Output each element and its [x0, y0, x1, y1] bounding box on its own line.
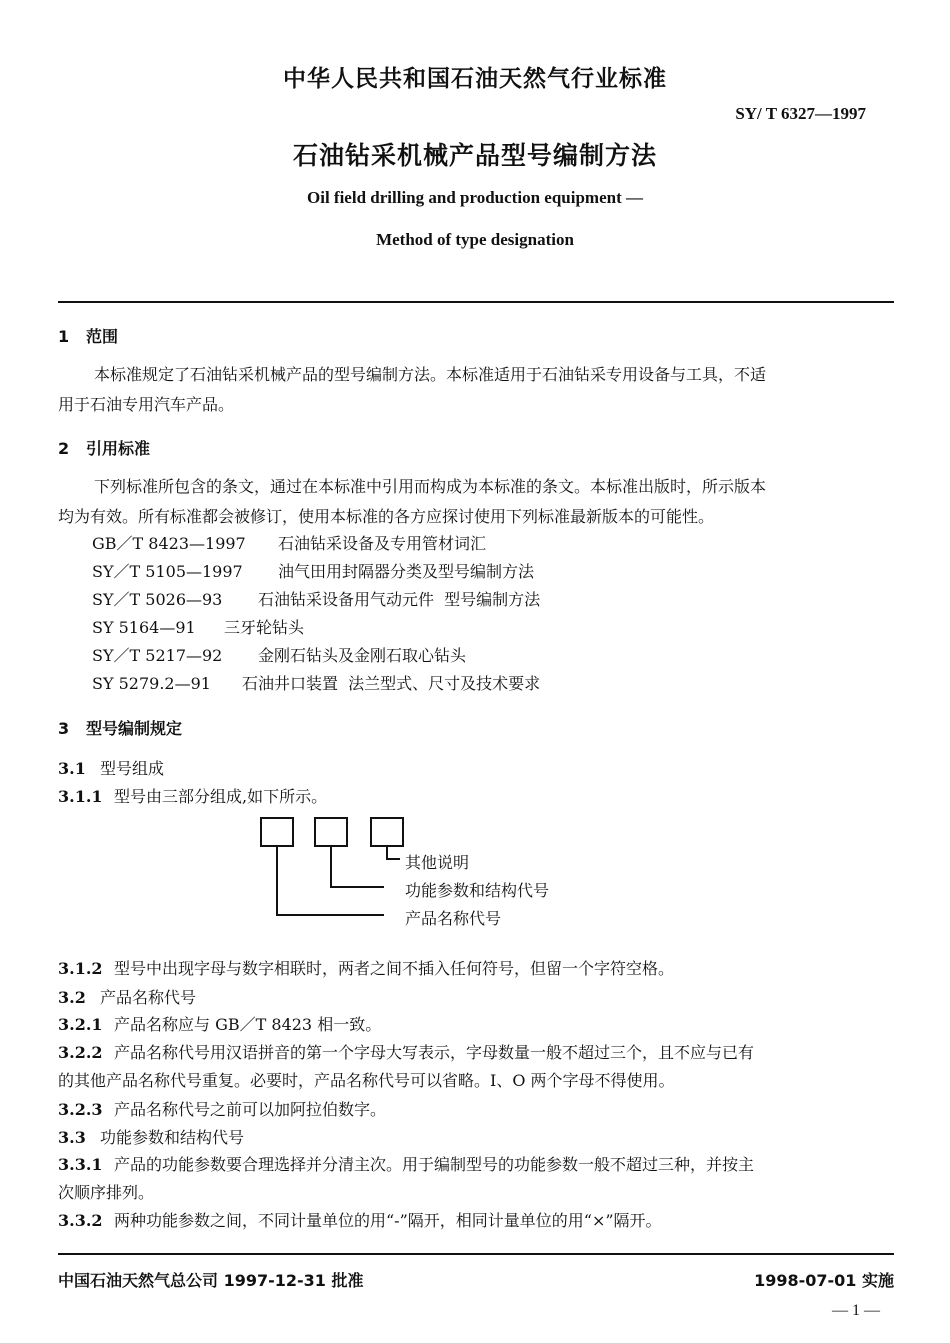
clause-3-1-1: 3.1.1 型号由三部分组成,如下所示。	[58, 787, 328, 806]
clause-3-2-2: 3.2.2 产品名称代号用汉语拼音的第一个字母大写表示，字母数量一般不超过三个，且不应与已有	[58, 1043, 755, 1062]
clause-3-3-2: 3.3.2 两种功能参数之间，不同计量单位的用“-”隔开，相同计量单位的用“×”隔开。	[58, 1211, 662, 1230]
clause-3-1: 3.1 型号组成	[58, 759, 165, 778]
diagram-label-parameters: 功能参数和结构代号	[405, 881, 550, 900]
section-1-paragraph	[58, 360, 894, 420]
page-number: — 1 —	[832, 1302, 880, 1319]
section-3-heading	[58, 716, 182, 739]
reference-item: SY 5279.2—91 石油井口装置 法兰型式、尺寸及技术要求	[92, 674, 541, 693]
diagram-label-product-code: 产品名称代号	[405, 909, 502, 928]
document-title: 石油钻采机械产品型号编制方法	[292, 141, 657, 170]
standard-code: SY/ T 6327—1997	[735, 104, 866, 123]
paragraph-line: 均为有效。所有标准都会被修订，使用本标准的各方应探讨使用下列标准最新版本的可能性。	[58, 507, 715, 526]
connector-line	[330, 886, 384, 888]
section-2-paragraph	[58, 472, 894, 532]
connector-line	[276, 847, 278, 916]
clause-3-3: 3.3 功能参数和结构代号	[58, 1128, 245, 1147]
clause-3-3-1-cont: 次顺序排列。	[58, 1183, 155, 1202]
section-title: 引用标准	[86, 439, 151, 458]
clause-3-3-1: 3.3.1 产品的功能参数要合理选择并分清主次。用于编制型号的功能参数一般不超过三种，并按主	[58, 1155, 755, 1174]
clause-3-2-1: 3.2.1 产品名称应与 GB／T 8423 相一致。	[58, 1015, 382, 1034]
clause-3-2: 3.2 产品名称代号	[58, 988, 197, 1007]
reference-item: SY／T 5217—92 金刚石钻头及金刚石取心钻头	[92, 646, 467, 665]
reference-item: SY／T 5105—1997 油气田用封隔器分类及型号编制方法	[92, 562, 535, 581]
header-divider	[58, 301, 894, 303]
diagram-box-3	[370, 817, 404, 847]
connector-line	[330, 847, 332, 888]
reference-item: SY／T 5026—93 石油钻采设备用气动元件 型号编制方法	[92, 590, 541, 609]
paragraph-line: 下列标准所包含的条文，通过在本标准中引用而构成为本标准的条文。本标准出版时，所示版本	[94, 477, 767, 496]
standard-body: 中华人民共和国石油天然气行业标准	[283, 66, 667, 92]
section-2-heading	[58, 436, 150, 459]
paragraph-line: 本标准规定了石油钻采机械产品的型号编制方法。本标准适用于石油钻采专用设备与工具，不适	[94, 365, 767, 384]
section-number: 1	[58, 327, 70, 346]
diagram-box-1	[260, 817, 294, 847]
effective-date: 1998-07-01 实施	[754, 1271, 894, 1290]
diagram-box-2	[314, 817, 348, 847]
section-number: 2	[58, 439, 70, 458]
english-title-line-1: Oil field drilling and production equipment —	[307, 188, 643, 207]
connector-line	[276, 914, 384, 916]
footer-divider	[58, 1253, 894, 1255]
reference-item: SY 5164—91 三牙轮钻头	[92, 618, 305, 637]
diagram-label-other: 其他说明	[405, 853, 470, 872]
issuer-approval: 中国石油天然气总公司 1997-12-31 批准	[58, 1271, 364, 1290]
paragraph-line: 用于石油专用汽车产品。	[58, 395, 235, 414]
reference-item: GB／T 8423—1997 石油钻采设备及专用管材词汇	[92, 534, 487, 553]
clause-3-2-2-cont: 的其他产品名称代号重复。必要时，产品名称代号可以省略。I、O 两个字母不得使用。	[58, 1071, 675, 1090]
section-title: 型号编制规定	[86, 719, 183, 738]
clause-3-2-3: 3.2.3 产品名称代号之前可以加阿拉伯数字。	[58, 1100, 387, 1119]
section-number: 3	[58, 719, 70, 738]
english-title-line-2: Method of type designation	[376, 230, 574, 249]
section-title: 范围	[86, 327, 119, 346]
connector-line	[386, 858, 400, 860]
clause-3-1-2: 3.1.2 型号中出现字母与数字相联时，两者之间不插入任何符号，但留一个字符空格。	[58, 959, 675, 978]
section-1-heading	[58, 324, 118, 347]
